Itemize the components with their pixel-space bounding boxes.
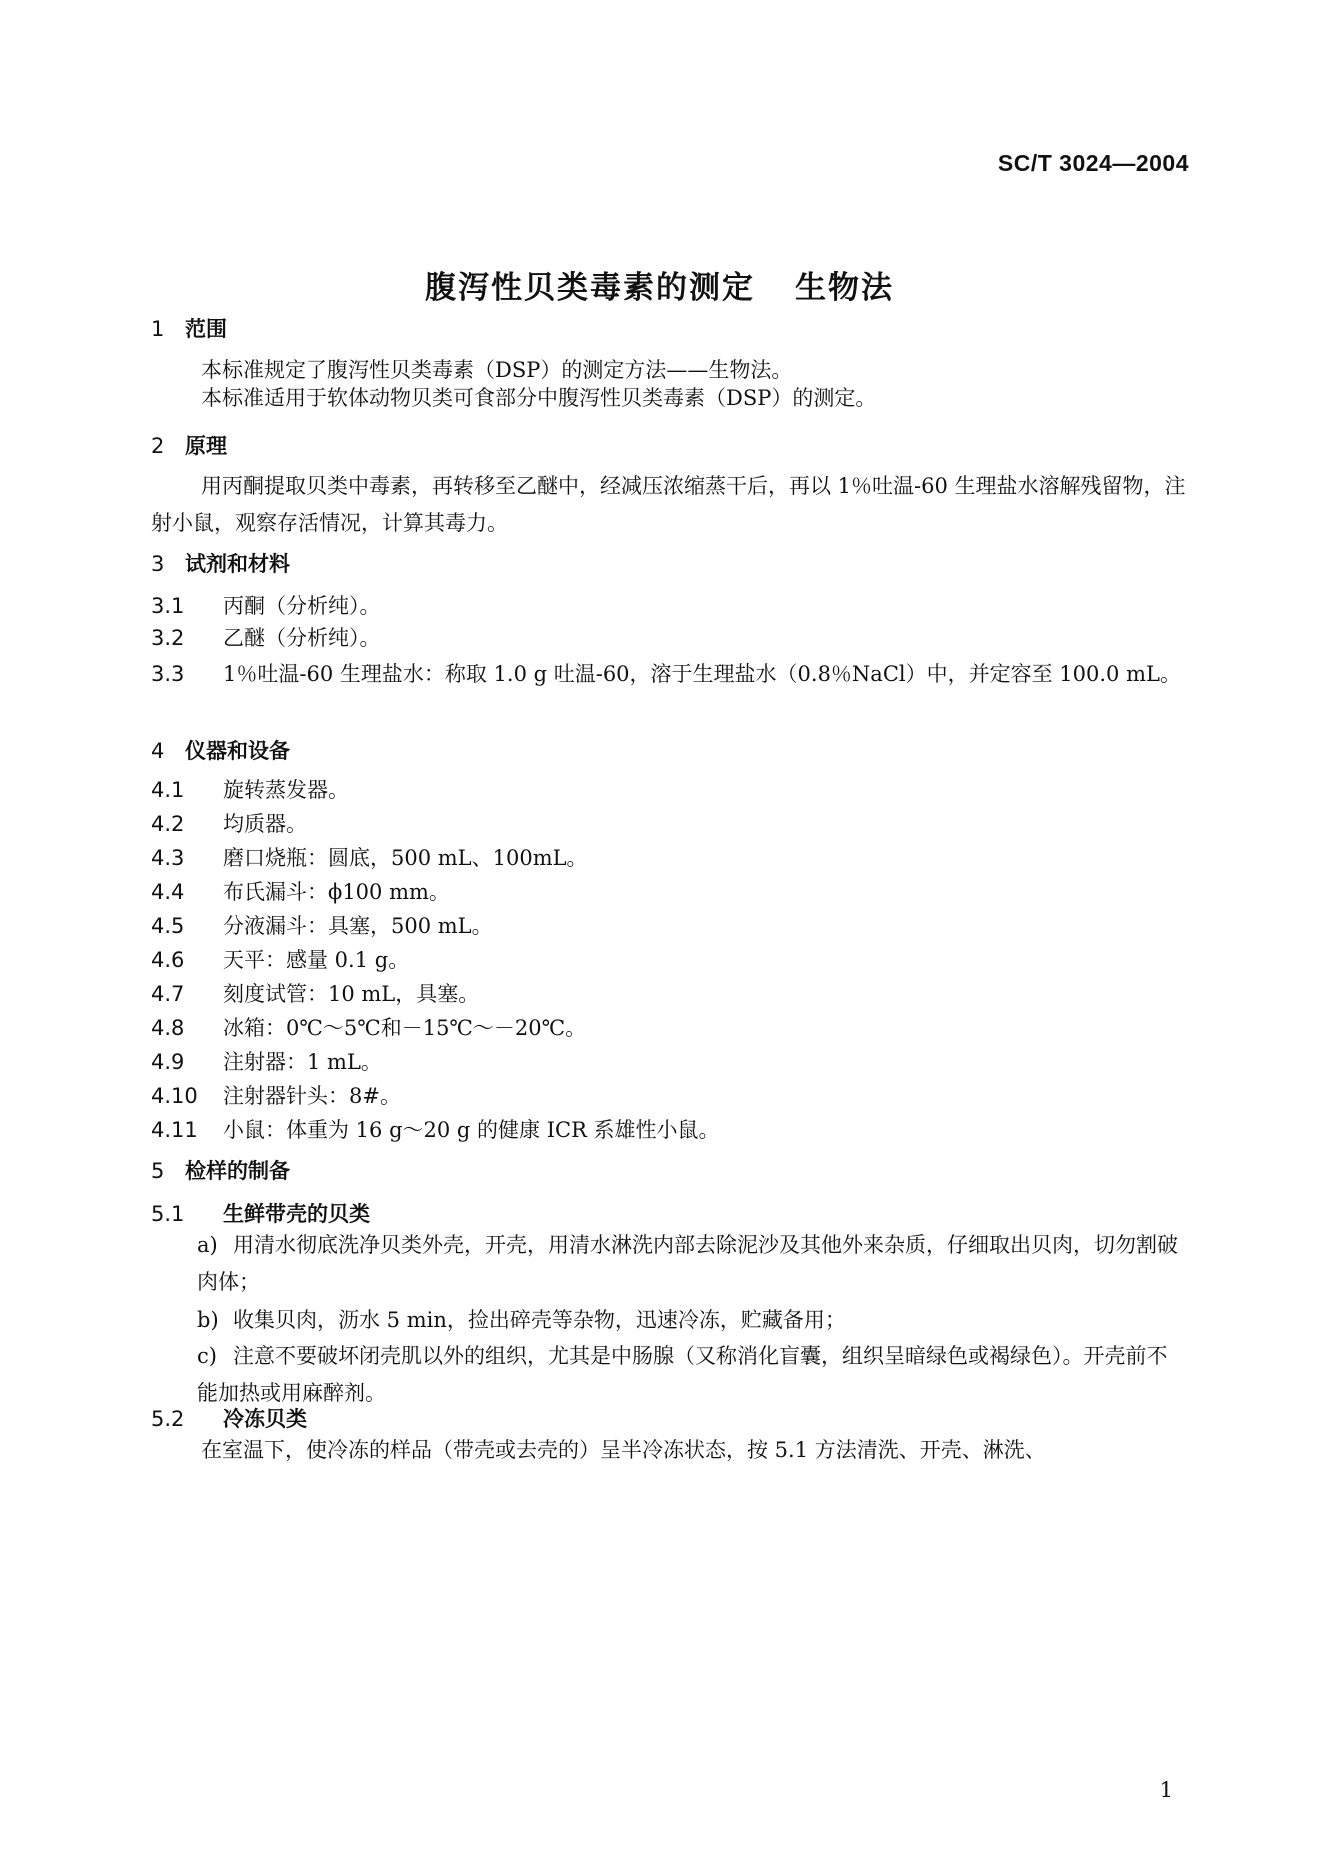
item-4-3 bbox=[151, 840, 1186, 877]
list-item-text: 收集贝肉，沥水 5 min，捡出碎壳等杂物，迅速冷冻，贮藏备用； bbox=[233, 1308, 846, 1332]
item-text: 磨口烧瓶：圆底，500 mL、100mL。 bbox=[223, 846, 588, 870]
item-4-4 bbox=[151, 874, 1186, 911]
item-number: 4.9 bbox=[151, 1050, 185, 1074]
item-number: 4.7 bbox=[151, 982, 185, 1006]
item-4-6 bbox=[151, 942, 1186, 979]
item-text: 注射器针头：8#。 bbox=[223, 1084, 401, 1108]
item-number: 4.3 bbox=[151, 846, 185, 870]
list-item-c bbox=[197, 1338, 1182, 1412]
subsection-number: 5.2 bbox=[151, 1407, 185, 1431]
subsection-title: 生鲜带壳的贝类 bbox=[223, 1202, 370, 1226]
item-4-5 bbox=[151, 908, 1186, 945]
item-number: 4.1 bbox=[151, 778, 185, 802]
subsection-number: 5.1 bbox=[151, 1202, 185, 1226]
item-text: 旋转蒸发器。 bbox=[223, 778, 349, 802]
section-number: 4 bbox=[151, 739, 165, 763]
item-number: 4.4 bbox=[151, 880, 185, 904]
item-4-11 bbox=[151, 1112, 1186, 1149]
section-1-paragraph-2: 本标准适用于软体动物贝类可食部分中腹泻性贝类毒素（DSP）的测定。 bbox=[201, 386, 877, 410]
subsection-5-2-paragraph: 在室温下，使冷冻的样品（带壳或去壳的）呈半冷冻状态，按 5.1 方法清洗、开壳、淋洗、 bbox=[201, 1438, 1046, 1462]
item-3-3 bbox=[151, 656, 1186, 693]
item-number: 4.2 bbox=[151, 812, 185, 836]
item-number: 3.2 bbox=[151, 626, 185, 650]
item-text: 注射器：1 mL。 bbox=[223, 1050, 382, 1074]
section-1-paragraph-1: 本标准规定了腹泻性贝类毒素（DSP）的测定方法——生物法。 bbox=[201, 358, 793, 382]
item-4-8 bbox=[151, 1010, 1186, 1047]
item-text: 均质器。 bbox=[223, 812, 307, 836]
list-item-a bbox=[197, 1227, 1182, 1301]
item-4-10 bbox=[151, 1078, 1186, 1115]
section-title: 检样的制备 bbox=[185, 1159, 290, 1183]
section-title: 范围 bbox=[185, 317, 227, 341]
section-2-paragraph-1: 用丙酮提取贝类中毒素，再转移至乙醚中，经减压浓缩蒸干后，再以 1％吐温-60 生理盐水溶解残留物，注射小鼠，观察存活情况，计算其毒力。 bbox=[151, 474, 1186, 535]
section-4-heading bbox=[151, 735, 290, 765]
item-4-9 bbox=[151, 1044, 1186, 1081]
item-text: 刻度试管：10 mL，具塞。 bbox=[223, 982, 480, 1006]
section-title: 仪器和设备 bbox=[185, 739, 290, 763]
item-text: 1％吐温-60 生理盐水：称取 1.0 g 吐温-60，溶于生理盐水（0.8％NaCl）中，并定容至 100.0 mL。 bbox=[223, 662, 1181, 686]
list-marker: b) bbox=[197, 1308, 219, 1332]
document-title bbox=[0, 262, 1319, 307]
item-number: 4.5 bbox=[151, 914, 185, 938]
section-number: 1 bbox=[151, 317, 165, 341]
item-text: 小鼠：体重为 16 g～20 g 的健康 ICR 系雄性小鼠。 bbox=[223, 1118, 720, 1142]
standard-code: SC/T 3024—2004 bbox=[997, 150, 1189, 176]
list-item-text: 用清水彻底洗净贝类外壳，开壳，用清水淋洗内部去除泥沙及其他外来杂质，仔细取出贝肉，切勿割破肉体； bbox=[197, 1233, 1178, 1294]
list-item-b bbox=[197, 1302, 1182, 1339]
item-4-1 bbox=[151, 772, 1186, 809]
section-1-heading bbox=[151, 313, 227, 343]
item-4-7 bbox=[151, 976, 1186, 1013]
item-text: 乙醚（分析纯）。 bbox=[223, 626, 381, 650]
item-text: 布氏漏斗：ϕ100 mm。 bbox=[223, 880, 450, 904]
title-main: 腹泻性贝类毒素的测定 bbox=[425, 270, 755, 306]
section-2-heading bbox=[151, 430, 227, 460]
section-3-heading bbox=[151, 548, 290, 578]
section-number: 5 bbox=[151, 1159, 165, 1183]
title-method: 生物法 bbox=[795, 270, 894, 306]
list-marker: a) bbox=[197, 1233, 218, 1257]
subsection-title: 冷冻贝类 bbox=[223, 1407, 307, 1431]
list-item-text: 注意不要破坏闭壳肌以外的组织，尤其是中肠腺（又称消化盲囊，组织呈暗绿色或褐绿色）。开壳前不能加热或用麻醉剂。 bbox=[197, 1344, 1168, 1405]
item-text: 丙酮（分析纯）。 bbox=[223, 594, 381, 618]
item-number: 3.3 bbox=[151, 662, 185, 686]
section-title: 试剂和材料 bbox=[185, 552, 290, 576]
item-text: 冰箱：0℃～5℃和－15℃～－20℃。 bbox=[223, 1016, 587, 1040]
item-number: 3.1 bbox=[151, 594, 185, 618]
item-4-2 bbox=[151, 806, 1186, 843]
item-number: 4.8 bbox=[151, 1016, 185, 1040]
list-marker: c) bbox=[197, 1344, 217, 1368]
section-5-heading bbox=[151, 1155, 290, 1185]
item-3-2 bbox=[151, 620, 1186, 657]
subsection-5-2-heading bbox=[151, 1403, 307, 1433]
item-text: 天平：感量 0.1 g。 bbox=[223, 948, 410, 972]
section-title: 原理 bbox=[185, 434, 227, 458]
item-number: 4.11 bbox=[151, 1118, 198, 1142]
page-number: 1 bbox=[1159, 1778, 1173, 1802]
section-number: 3 bbox=[151, 552, 165, 576]
item-number: 4.6 bbox=[151, 948, 185, 972]
item-number: 4.10 bbox=[151, 1084, 198, 1108]
section-number: 2 bbox=[151, 434, 165, 458]
item-text: 分液漏斗：具塞，500 mL。 bbox=[223, 914, 493, 938]
subsection-5-1-heading bbox=[151, 1198, 370, 1228]
